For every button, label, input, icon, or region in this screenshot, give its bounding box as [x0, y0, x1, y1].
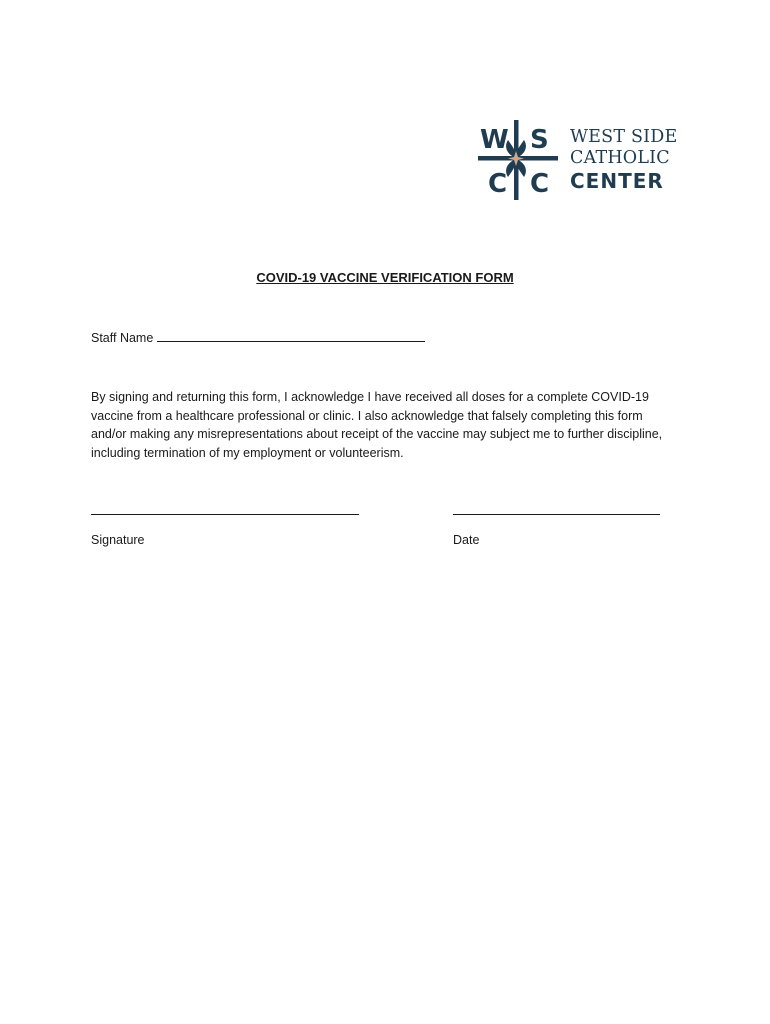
- paragraph-line: and/or making any misrepresentations about receipt of the vaccine may subject me to further discipline,: [91, 427, 663, 442]
- date-label: Date: [453, 533, 480, 547]
- logo-line-west-side: WEST SIDE: [570, 127, 678, 147]
- logo-letter-s: S: [530, 125, 549, 155]
- date-field[interactable]: [453, 514, 660, 515]
- acknowledgement-paragraph: [91, 388, 691, 463]
- paragraph-line: vaccine from a healthcare professional or clinic. I also acknowledge that falsely completing this form: [91, 408, 643, 423]
- paragraph-line: including termination of my employment or volunteerism.: [91, 446, 404, 461]
- form-title: COVID-19 VACCINE VERIFICATION FORM: [256, 270, 514, 285]
- staff-name-field[interactable]: [157, 331, 425, 342]
- wscc-cross-logo-icon: [474, 118, 564, 206]
- organization-logo: [474, 118, 684, 206]
- signature-field[interactable]: [91, 514, 359, 515]
- staff-name-row: [91, 331, 425, 345]
- logo-line-center: CENTER: [570, 169, 664, 193]
- logo-letter-c-right: C: [530, 169, 550, 199]
- logo-letter-c-left: C: [488, 169, 508, 199]
- logo-line-catholic: CATHOLIC: [570, 148, 670, 168]
- signature-label: Signature: [91, 533, 145, 547]
- logo-wordmark: [570, 127, 678, 192]
- logo-letter-w: W: [480, 125, 509, 155]
- paragraph-line: By signing and returning this form, I acknowledge I have received all doses for a complete COVID-19: [91, 390, 649, 404]
- staff-name-label: Staff Name: [91, 331, 154, 345]
